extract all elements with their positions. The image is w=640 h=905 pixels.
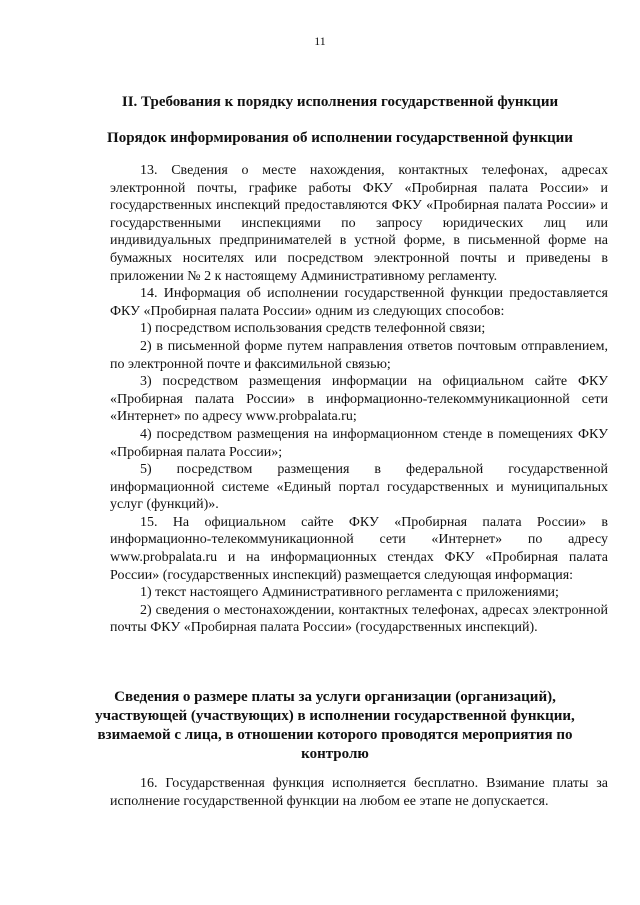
list-item-14-3: 3) посредством размещения информации на официальном сайте ФКУ «Пробирная палата России» в информационно-телекоммуникационной сети «Интернет» по адресу www.probpalata.ru; [110, 374, 608, 425]
paragraph-15: 15. На официальном сайте ФКУ «Пробирная палата России» в информационно-телекоммуникационной сети «Интернет» по адресу www.probpalata.ru и на информационных стендах ФКУ «Пробирная палата России» (государственных инспекций) размещается следующая информация: [110, 514, 608, 583]
paragraph-16: 16. Государственная функция исполняется бесплатно. Взимание платы за исполнение государственной функции на любом ее этапе не допускается. [110, 776, 608, 809]
page-number: 11 [314, 34, 326, 48]
list-item-15-2: 2) сведения о местонахождении, контактных телефонах, адресах электронной почты ФКУ «Пробирная палата России» (государственных инспекций). [110, 602, 608, 636]
paragraph-14: 14. Информация об исполнении государственной функции предоставляется ФКУ «Пробирная палата России» одним из следующих способов: [110, 286, 608, 319]
subsection-heading: Порядок информирования об исполнении государственной функции [107, 130, 573, 146]
main-text-block [110, 162, 608, 637]
section-heading: II. Требования к порядку исполнения государственной функции [121, 94, 559, 110]
list-item-15-1: 1) текст настоящего Административного регламента с приложениями; [140, 585, 559, 601]
fee-heading: Сведения о размере платы за услуги организации (организаций), участвующей (участвующих) в исполнении государственной функции, взимаемой с лица, в отношении которого проводятся мероприятия по контролю [95, 689, 575, 762]
fee-text-block [110, 775, 608, 810]
list-item-14-5: 5) посредством размещения в федеральной государственной информационной системе «Единый портал государственных и муниципальных услуг (функций)». [110, 462, 608, 513]
list-item-14-2: 2) в письменной форме путем направления ответов почтовым отправлением, по электронной почте и факсимильной связью; [110, 338, 608, 372]
list-item-14-1: 1) посредством использования средств телефонной связи; [140, 321, 486, 337]
list-item-14-4: 4) посредством размещения на информационном стенде в помещениях ФКУ «Пробирная палата России»; [110, 426, 608, 460]
paragraph-13: 13. Сведения о месте нахождения, контактных телефонах, адресах электронной почты, графике работы ФКУ «Пробирная палата России» и государственных инспекций предоставляются ФКУ «Пробирная палата России» и государственными инспекциями по запросу юридических лиц или индивидуальных предпринимателей в устной форме, в письменной форме на бумажных носителях или посредством электронной почты и приведены в приложении № 2 к настоящему Административному регламенту. [110, 163, 608, 284]
